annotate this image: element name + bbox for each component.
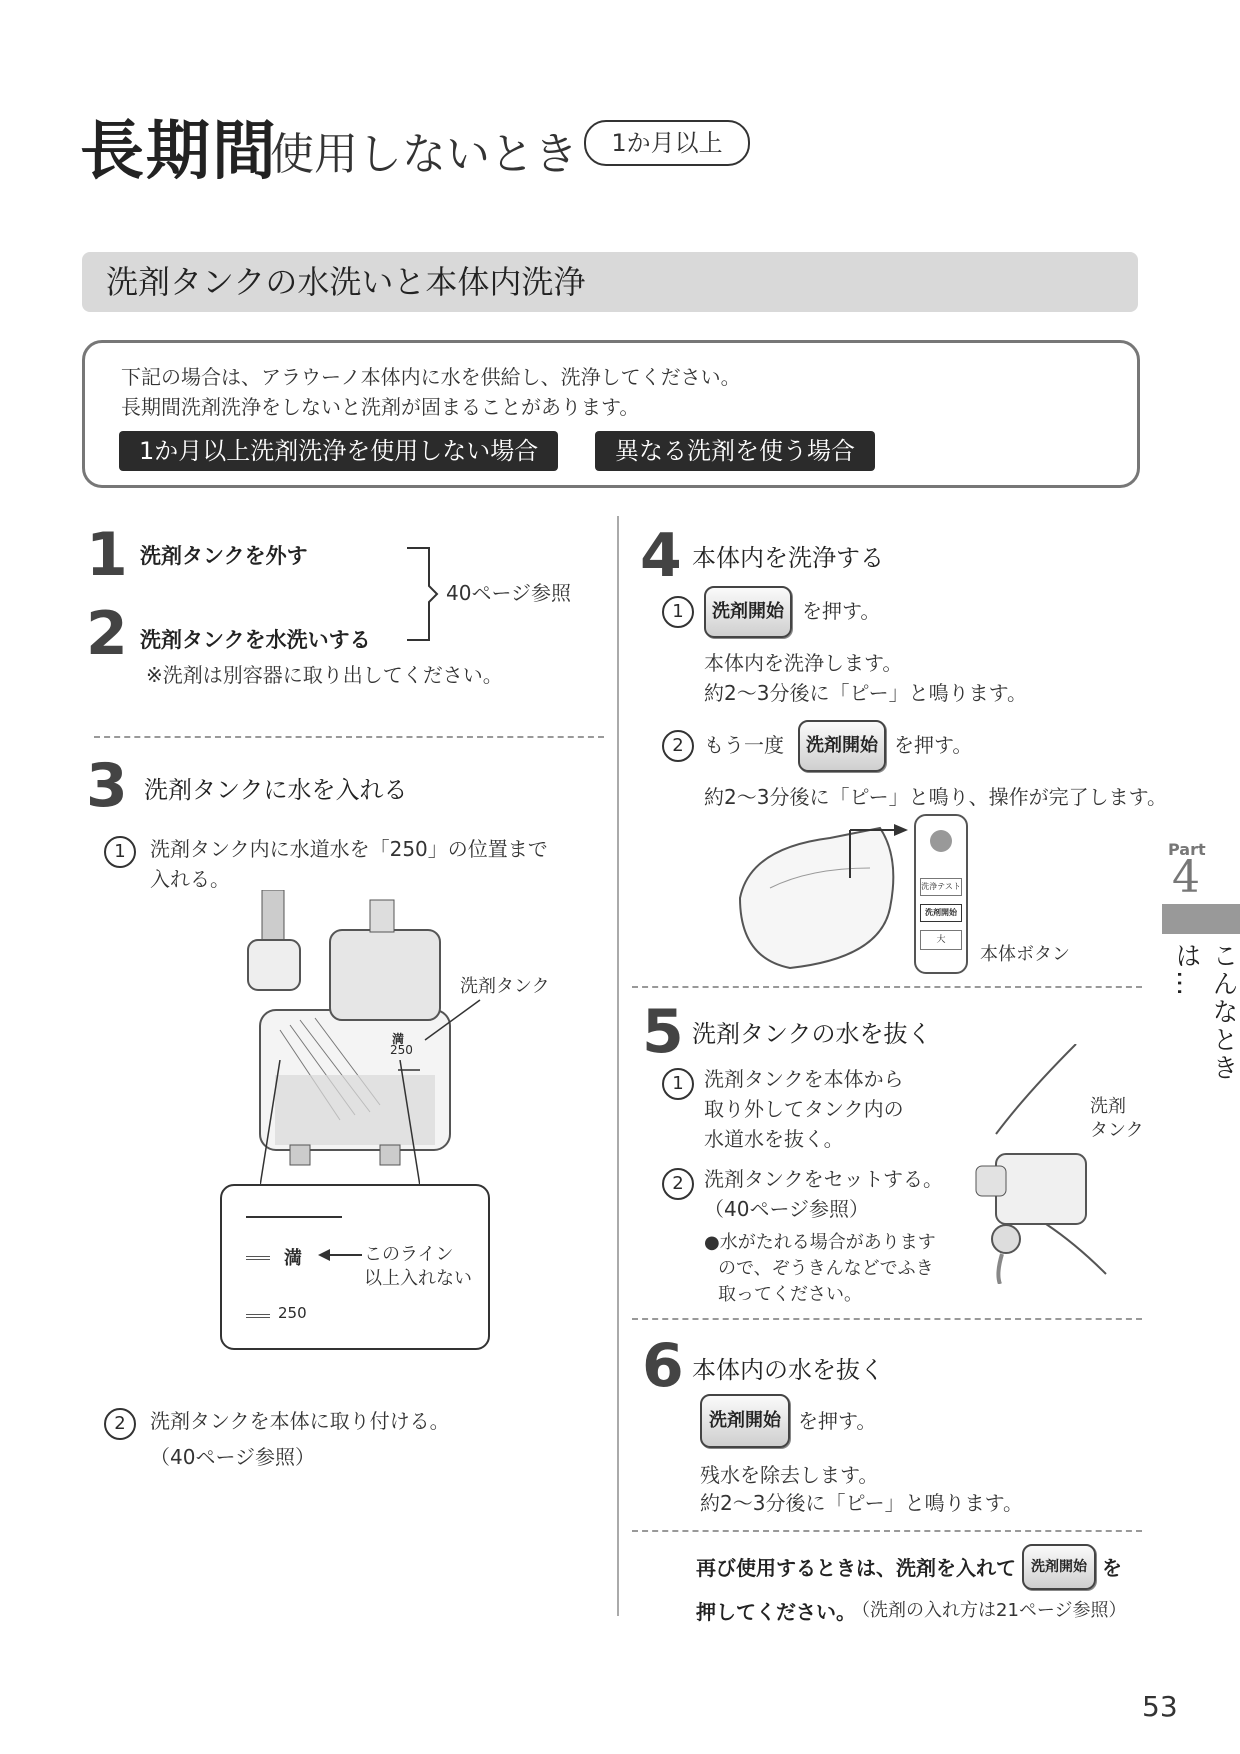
column-divider <box>617 516 619 1616</box>
detergent-start-button-3[interactable]: 洗剤開始 <box>700 1394 790 1448</box>
case-tag-unused: 1か月以上洗剤洗浄を使用しない場合 <box>119 431 558 471</box>
page-subtitle: 使用しないとき <box>270 129 578 180</box>
divider-dashed <box>632 1318 1142 1320</box>
panel-detergent-button: 洗剤開始 <box>920 904 962 922</box>
step-3-number: 3 <box>86 751 128 821</box>
part-number: 4 <box>1172 852 1200 903</box>
page-number: 53 <box>1142 1690 1178 1723</box>
callout-250-mark: 250 <box>278 1304 307 1322</box>
tank-label-2-line1: 洗剤 <box>1090 1096 1126 1117</box>
callout-full-mark: 満 <box>284 1248 302 1269</box>
page-title: 長期間 <box>80 115 278 189</box>
step-4-sub2-press: を押す。 <box>894 733 973 757</box>
part-label: Part <box>1168 840 1206 859</box>
step-3-sub2-line1: 洗剤タンクを本体に取り付ける。 <box>150 1409 450 1433</box>
final-note-line2-b: （洗剤の入れ方は21ページ参照） <box>852 1600 1127 1621</box>
tank-label-2-line2: タンク <box>1090 1120 1144 1141</box>
callout-text-2: 以上入れない <box>364 1268 472 1289</box>
reference-page-40: 40ページ参照 <box>446 581 572 605</box>
step-6-number: 6 <box>642 1331 684 1401</box>
step-4-sub2-desc: 約2〜3分後に「ピー」と鳴り、操作が完了します。 <box>704 785 1168 809</box>
intro-line-2: 長期間洗剤洗浄をしないと洗剤が固まることがあります。 <box>121 395 640 419</box>
detergent-start-button-2[interactable]: 洗剤開始 <box>798 720 886 772</box>
callout-pointer <box>260 1060 420 1186</box>
step-3-sub1-line1: 洗剤タンク内に水道水を「250」の位置まで <box>150 837 548 861</box>
intro-box <box>82 340 1140 488</box>
step-4-number: 4 <box>640 521 682 591</box>
step-6-title: 本体内の水を抜く <box>692 1356 884 1384</box>
step-3-sub1-number: 1 <box>104 836 136 868</box>
step-2-title: 洗剤タンクを水洗いする <box>140 628 371 652</box>
final-note-line1-b: を <box>1102 1556 1122 1580</box>
step-5-bullet-line2: ので、ぞうきんなどでふき <box>718 1258 934 1279</box>
step-5-sub1-line3: 水道水を抜く。 <box>704 1127 844 1151</box>
step-1-title: 洗剤タンクを外す <box>140 544 308 568</box>
panel-flush-button: 大 <box>920 930 962 950</box>
step-4-sub1-desc1: 本体内を洗浄します。 <box>704 651 903 675</box>
divider-dashed <box>632 1530 1142 1532</box>
step-5-sub2-number: 2 <box>662 1168 694 1200</box>
callout-250-tick <box>246 1314 270 1318</box>
tank-label: 洗剤タンク <box>460 976 550 997</box>
step-2-note: ※洗剤は別容器に取り出してください。 <box>146 663 503 687</box>
part-tab-bar <box>1162 904 1240 934</box>
duration-pill: 1か月以上 <box>584 120 750 166</box>
section-heading: 洗剤タンクの水洗いと本体内洗浄 <box>82 252 1138 312</box>
divider-dashed <box>632 986 1142 988</box>
callout-top-line <box>246 1216 342 1218</box>
callout-full-tick <box>246 1256 270 1260</box>
step-4-sub1-number: 1 <box>662 596 694 628</box>
panel-label: 本体ボタン <box>980 944 1070 965</box>
step-5-title: 洗剤タンクの水を抜く <box>692 1020 932 1048</box>
step-3-sub2-number: 2 <box>104 1408 136 1440</box>
step-6-press: を押す。 <box>798 1409 877 1433</box>
intro-line-1: 下記の場合は、アラウーノ本体内に水を供給し、洗浄してください。 <box>121 365 741 389</box>
step-4-sub2-pre: もう一度 <box>704 733 784 757</box>
step-4-sub1-desc2: 約2〜3分後に「ピー」と鳴ります。 <box>704 681 1028 705</box>
step-4-sub1-press: を押す。 <box>802 599 881 623</box>
final-note-line2-a: 押してください。 <box>696 1600 856 1624</box>
step-5-bullet-line3: 取ってください。 <box>718 1284 862 1305</box>
step-1-number: 1 <box>86 520 128 590</box>
detergent-start-button-4[interactable]: 洗剤開始 <box>1022 1544 1096 1590</box>
tank-mark-full: 満 <box>392 1032 405 1046</box>
step-2-number: 2 <box>86 599 128 669</box>
step-5-sub2-line1: 洗剤タンクをセットする。 <box>704 1167 943 1191</box>
step-5-number: 5 <box>642 997 684 1067</box>
divider-dashed <box>94 736 604 738</box>
step-3-sub1-line2: 入れる。 <box>150 867 230 891</box>
fill-line-callout <box>220 1184 490 1350</box>
panel-indicator-icon <box>930 830 952 852</box>
step-5-sub1-line1: 洗剤タンクを本体から <box>704 1067 904 1091</box>
step-bracket <box>405 546 445 642</box>
step-6-desc1: 残水を除去します。 <box>700 1463 879 1487</box>
step-4-title: 本体内を洗浄する <box>692 544 884 572</box>
panel-test-button: 洗浄テスト <box>920 878 962 896</box>
tank-mark-250: 250 <box>390 1043 413 1057</box>
control-panel <box>914 814 968 974</box>
step-3-title: 洗剤タンクに水を入れる <box>144 776 408 804</box>
step-3-sub2-line2: （40ページ参照） <box>150 1445 316 1469</box>
final-note-line1-a: 再び使用するときは、洗剤を入れて <box>696 1556 1016 1580</box>
chapter-vertical-label: こんなときは… <box>1171 942 1238 1082</box>
step-4-sub2-number: 2 <box>662 730 694 762</box>
step-5-sub1-line2: 取り外してタンク内の <box>704 1097 904 1121</box>
step-5-sub1-number: 1 <box>662 1068 694 1100</box>
case-tag-different-detergent: 異なる洗剤を使う場合 <box>595 431 875 471</box>
step-5-sub2-line2: （40ページ参照） <box>704 1197 870 1221</box>
step-5-bullet-line1: ●水がたれる場合があります <box>704 1232 936 1253</box>
arrow-left-icon <box>318 1248 362 1262</box>
detergent-start-button[interactable]: 洗剤開始 <box>704 586 792 638</box>
step-6-desc2: 約2〜3分後に「ピー」と鳴ります。 <box>700 1491 1024 1515</box>
callout-text-1: このライン <box>364 1244 454 1265</box>
draining-tank-illustration <box>966 1044 1116 1284</box>
